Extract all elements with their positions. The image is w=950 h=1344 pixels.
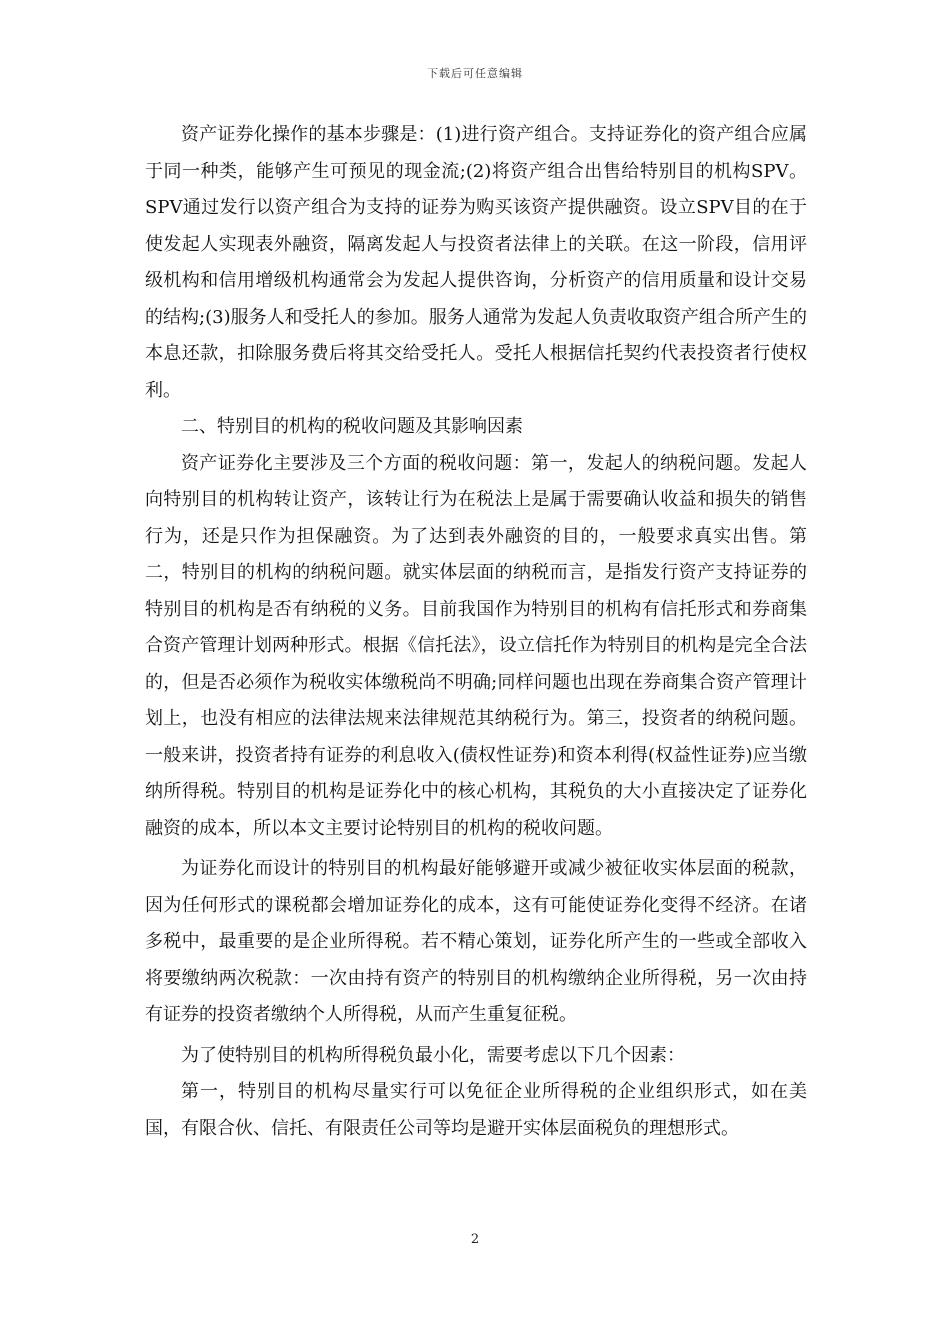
paragraph-factors-intro: 为了使特别目的机构所得税负最小化，需要考虑以下几个因素：	[181, 1044, 685, 1066]
document-body	[145, 117, 807, 1147]
page-number: 2	[470, 1232, 480, 1247]
paragraph-spv-design: 为证券化而设计的特别目的机构最好能够避开或减少被征收实体层面的税款，因为任何形式的课税都会增加证券化的成本，这有可能使证券化变得不经济。在诸多税中，最重要的是企业所得税。若不精心策划，证券化所产生的一些或全部收入将要缴纳两次税款：一次由持有资产的特别目的机构缴纳企业所得税，另一次由持有证券的投资者缴纳个人所得税，从而产生重复征税。	[145, 858, 807, 1025]
paragraph-factor-one: 第一，特别目的机构尽量实行可以免征企业所得税的企业组织形式，如在美国，有限合伙、信托、有限责任公司等均是避开实体层面税负的理想形式。	[145, 1081, 807, 1139]
paragraph-tax-issues: 资产证券化主要涉及三个方面的税收问题：第一，发起人的纳税问题。发起人向特别目的机构转让资产，该转让行为在税法上是属于需要确认收益和损失的销售行为，还是只作为担保融资。为了达到表外融资的目的，一般要求真实出售。第二，特别目的机构的纳税问题。就实体层面的纳税而言，是指发行资产支持证券的特别目的机构是否有纳税的义务。目前我国作为特别目的机构有信托形式和券商集合资产管理计划两种形式。根据《信托法》，设立信托作为特别目的机构是完全合法的，但是否必须作为税收实体缴税尚不明确;同样问题也出现在券商集合资产管理计划上，也没有相应的法律法规来法律规范其纳税行为。第三，投资者的纳税问题。一般来讲，投资者持有证券的利息收入(债权性证券)和资本利得(权益性证券)应当缴纳所得税。特别目的机构是证券化中的核心机构，其税负的大小直接决定了证券化融资的成本，所以本文主要讨论特别目的机构的税收问题。	[145, 452, 807, 839]
section-heading: 二、特别目的机构的税收问题及其影响因素	[181, 416, 523, 437]
page-header: 下载后可任意编辑	[427, 67, 523, 80]
paragraph-securitization-steps: 资产证券化操作的基本步骤是：(1)进行资产组合。支持证券化的资产组合应属于同一种类，能够产生可预见的现金流;(2)将资产组合出售给特别目的机构SPV。SPV通过发行以资产组合为支持的证券为购买该资产提供融资。设立SPV目的在于使发起人实现表外融资，隔离发起人与投资者法律上的关联。在这一阶段，信用评级机构和信用增级机构通常会为发起人提供咨询，分析资产的信用质量和设计交易的结构;(3)服务人和受托人的参加。服务人通常为发起人负责收取资产组合所产生的本息还款，扣除服务费后将其交给受托人。受托人根据信托契约代表投资者行使权利。	[145, 124, 807, 401]
